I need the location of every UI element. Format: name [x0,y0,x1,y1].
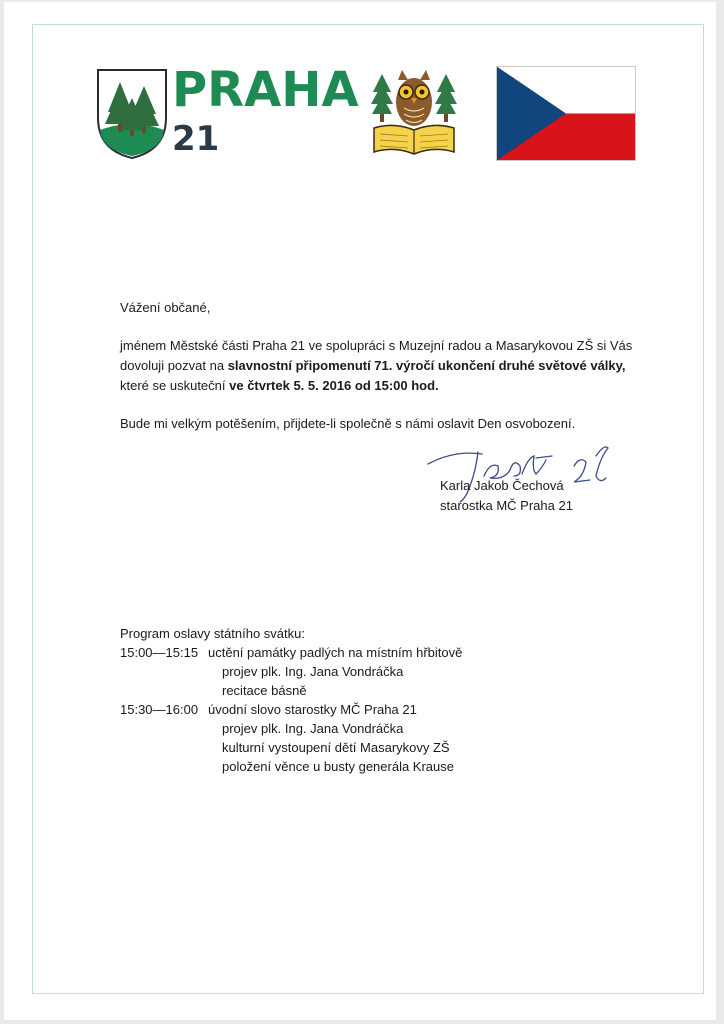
letter-sheet [4,2,716,1020]
page-border [32,24,704,994]
salutation: Vážení občané, [120,300,211,315]
praha-logo-word: PRAHA [172,62,359,118]
program-row [120,700,462,776]
program-items [208,643,462,700]
program-item: projev plk. Ing. Jana Vondráčka [222,664,404,679]
invitation-event-bold: slavnostní připomenutí 71. výročí ukončení druhé světové války, [227,358,626,373]
program-section [120,624,462,776]
praha-21-logo [96,62,359,164]
invitation-date-bold: ve čtvrtek 5. 5. 2016 od 15:00 hod. [229,378,439,393]
program-item: recitace básně [222,683,307,698]
signer-name: Karla Jakob Čechová [440,478,564,493]
czech-flag-icon [496,66,636,161]
owl-on-book-icon [370,68,458,156]
program-row [120,643,462,700]
program-items [208,700,454,776]
program-title: Program oslavy státního svátku: [120,626,305,641]
closing-paragraph: Bude mi velkým potěšením, přijdete-li společně s námi oslavit Den osvobození. [120,416,576,431]
program-item: uctění památky padlých na místním hřbitově [208,645,463,660]
invitation-text-1: jménem Městské části Praha 21 ve spolupráci s Muzejní radou a Masarykovou ZŠ si Vás dovoluji pozvat na [120,338,633,373]
invitation-paragraph [120,336,640,396]
program-item: projev plk. Ing. Jana Vondráčka [222,721,404,736]
program-time: 15:30—16:00 [120,702,199,717]
program-time: 15:00—15:15 [120,645,199,660]
signer-role: starostka MČ Praha 21 [440,498,573,513]
program-item: položení věnce u busty generála Krause [222,759,454,774]
program-item: kulturní vystoupení dětí Masarykovy ZŠ [222,740,450,755]
tree-shield-icon [96,68,168,160]
program-item: úvodní slovo starostky MČ Praha 21 [208,702,417,717]
invitation-text-2: které se uskuteční [120,378,230,393]
signer-block [440,476,573,516]
praha-logo-number: 21 [172,119,220,159]
